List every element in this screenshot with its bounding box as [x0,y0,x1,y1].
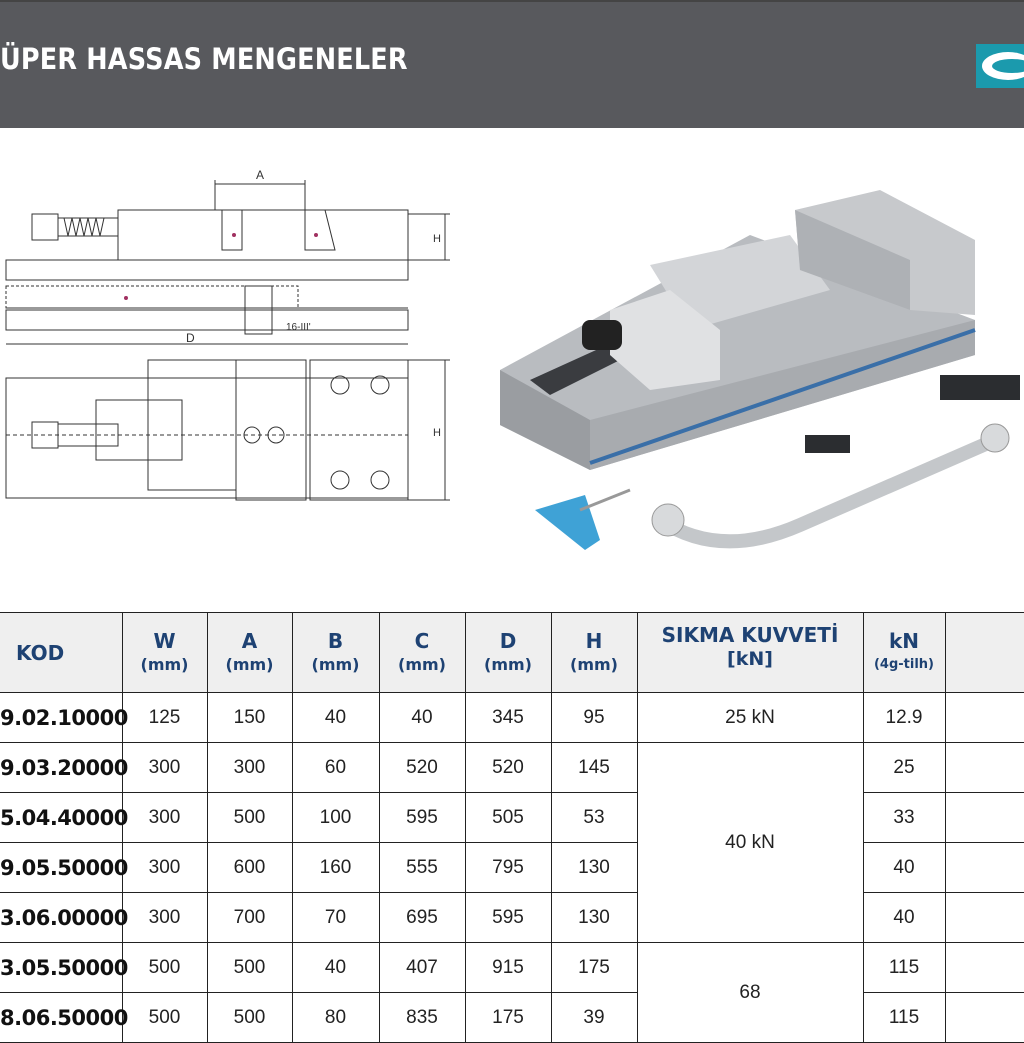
brand-logo [976,44,1024,88]
col-w: W (mm) [122,613,207,693]
cell-kod: 9.03.20000 [0,743,122,793]
cell-kn: 40 [863,843,945,893]
cell-c: 520 [379,743,465,793]
cell-force: 40 kN [637,743,863,943]
cell-kod: 3.06.00000 [0,893,122,943]
cell-force: 25 kN [637,693,863,743]
cell-w: 300 [122,743,207,793]
dim-d-label: D [186,331,195,345]
cell-w: 300 [122,843,207,893]
cell-kn: 25 [863,743,945,793]
cell-b: 160 [292,843,379,893]
cell-kod: 8.06.50000 [0,993,122,1043]
table-row [0,993,1024,1043]
cell-w: 300 [122,893,207,943]
col-b: B (mm) [292,613,379,693]
cell-h: 145 [551,743,637,793]
cell-a: 500 [207,993,292,1043]
cell-kn: 40 [863,893,945,943]
cell-h: 175 [551,943,637,993]
cell-h: 95 [551,693,637,743]
cell-h: 53 [551,793,637,843]
cell-a: 600 [207,843,292,893]
cell-d: 175 [465,993,551,1043]
table-row [0,893,1024,943]
col-force: SIKMA KUVVETİ [kN] [637,613,863,693]
table-header-row [0,613,1024,693]
col-d: D (mm) [465,613,551,693]
cell-c: 40 [379,693,465,743]
cell-extra [945,693,1024,743]
cell-c: 595 [379,793,465,843]
table-row [0,693,1024,743]
cell-kn: 115 [863,943,945,993]
cell-kod: 5.04.40000 [0,793,122,843]
col-kod: KOD [0,613,122,693]
cell-d: 915 [465,943,551,993]
cell-a: 300 [207,743,292,793]
cell-a: 500 [207,793,292,843]
cell-extra [945,843,1024,893]
cell-a: 150 [207,693,292,743]
cell-extra [945,793,1024,843]
col-a: A (mm) [207,613,292,693]
technical-drawing [0,160,470,520]
cell-kn: 12.9 [863,693,945,743]
cell-d: 520 [465,743,551,793]
cell-w: 500 [122,943,207,993]
dim-label: 16-III' [286,322,311,333]
cell-c: 555 [379,843,465,893]
cell-extra [945,993,1024,1043]
table-row [0,743,1024,793]
cell-c: 407 [379,943,465,993]
cell-kod: 3.05.50000 [0,943,122,993]
dim-h-bottom-label: H [433,427,441,439]
dim-h-top-label: H [433,233,441,245]
cell-kod: 9.02.10000 [0,693,122,743]
cell-h: 39 [551,993,637,1043]
cell-h: 130 [551,893,637,943]
col-kn: kN (4g-tilh) [863,613,945,693]
table-row [0,843,1024,893]
col-h: H (mm) [551,613,637,693]
cell-b: 70 [292,893,379,943]
cell-w: 300 [122,793,207,843]
cell-w: 500 [122,993,207,1043]
cell-d: 795 [465,843,551,893]
cell-h: 130 [551,843,637,893]
cell-d: 345 [465,693,551,743]
cell-kn: 33 [863,793,945,843]
cell-c: 835 [379,993,465,1043]
cell-kod: 9.05.50000 [0,843,122,893]
dim-a-label: A [256,168,265,182]
cell-b: 60 [292,743,379,793]
cell-c: 695 [379,893,465,943]
cell-force: 68 [637,943,863,1043]
cell-a: 500 [207,943,292,993]
table-row [0,943,1024,993]
page-title: ÜPER HASSAS MENGENELER [0,42,408,76]
page-header [0,0,1024,128]
cell-kn: 115 [863,993,945,1043]
cell-b: 40 [292,943,379,993]
col-c: C (mm) [379,613,465,693]
cell-b: 40 [292,693,379,743]
cell-w: 125 [122,693,207,743]
cell-b: 100 [292,793,379,843]
cell-d: 595 [465,893,551,943]
cell-extra [945,943,1024,993]
cell-extra [945,893,1024,943]
spec-table [0,612,1024,1043]
cell-a: 700 [207,893,292,943]
cell-b: 80 [292,993,379,1043]
vise-product-photo [490,180,1024,580]
col-extra [945,613,1024,693]
table-row [0,793,1024,843]
cell-extra [945,743,1024,793]
cell-d: 505 [465,793,551,843]
